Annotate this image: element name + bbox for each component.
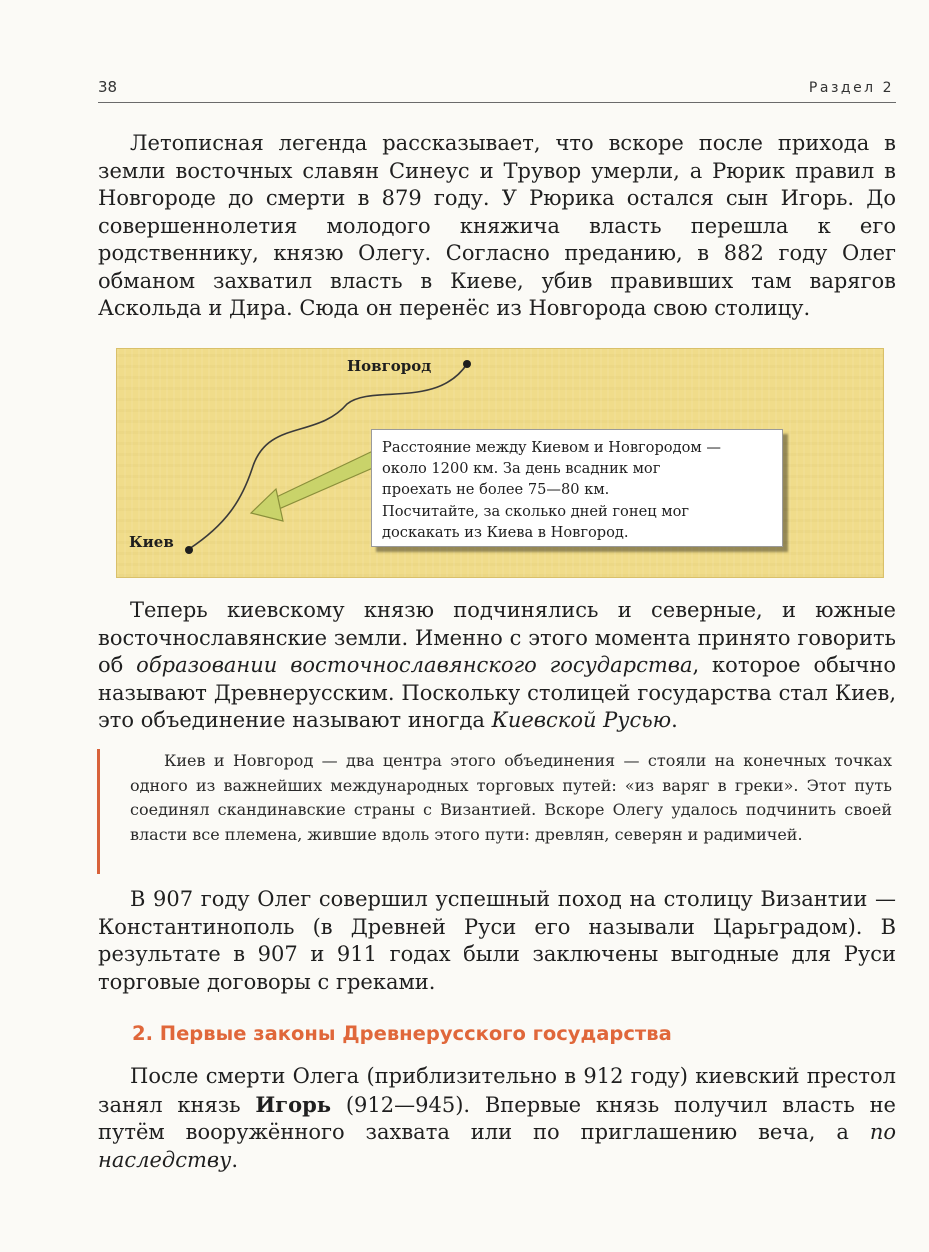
italic-term: Киевской Русью [491,708,672,732]
text-run: . [231,1147,238,1172]
kiev-dot [185,546,193,554]
aside-accent-bar [97,749,100,874]
note-line: проехать не более 75—80 км. [382,481,610,499]
note-line: доскакать из Киева в Новгород. [382,523,629,541]
page-header [98,76,896,103]
text-run: После смерти Олега (приблизительно в 912 году) киевский престол занял князь [98,1064,896,1117]
note-line: около 1200 км. За день всадник мог [382,460,661,478]
city-label-novgorod: Новгород [347,357,432,375]
route-map [116,348,884,578]
paragraph-igor [98,1063,896,1174]
bold-name: Игорь [255,1091,332,1117]
note-line: Расстояние между Киевом и Новгородом — [382,439,721,456]
arrow-icon [251,450,382,521]
paragraph-state-formation [98,597,896,735]
distance-note [371,429,783,547]
novgorod-dot [463,360,471,368]
section-title: Раздел 2 [808,80,894,96]
section-subheading: 2. Первые законы Древнерусского государства [132,1022,672,1045]
text-run: (912—945). Впервые князь получил власть не путём вооружённого захвата или по приглашению веча, а [98,1092,896,1144]
italic-term: образовании восточнославянского государства [136,653,693,677]
paragraph-campaign-907: В 907 году Олег совершил успешный поход на столицу Византии — Константинополь (в Древней Руси его называли Царьградом). В результате в 907 и 911 годах были заключены выгодные для Руси торговые договоры с греками. [98,887,896,994]
note-line: Посчитайте, за сколько дней гонец мог [382,502,690,520]
italic-term: по наследству [98,1120,896,1172]
paragraph-legend: Летописная легенда рассказывает, что вскоре после прихода в земли восточных славян Синеус и Трувор умерли, а Рюрик правил в Новгороде до смерти в 879 году. У Рюрика остался сын Игорь. До совершеннолетия молодого княжича власть перешла к его родственнику, князю Олегу. Согласно преданию, в 882 году Олег обманом захватил власть в Киеве, убив правивших там варягов Аскольда и Дира. Сюда он перенёс из Новгорода свою столицу. [98,131,896,320]
text-run: , которое обычно называют Древнерусским. Поскольку столицей государства стал Киев, это объединение называют иногда [98,653,896,732]
text-run: . [671,708,678,732]
page-number: 38 [98,78,118,96]
aside-trade-route: Киев и Новгород — два центра этого объединения — стояли на конечных точках одного из важнейших международных торговых путей: «из варяг в греки». Этот путь соединял скандинавские страны с Византией. Вскоре Олегу удалось подчинить своей власти все племена, жившие вдоль этого пути: древлян, северян и радимичей. [130,751,892,844]
city-label-kiev: Киев [129,533,174,551]
text-run: Теперь киевскому князю подчинялись и северные, и южные восточнославянские земли. Именно с этого момента принято говорить об [98,598,896,677]
